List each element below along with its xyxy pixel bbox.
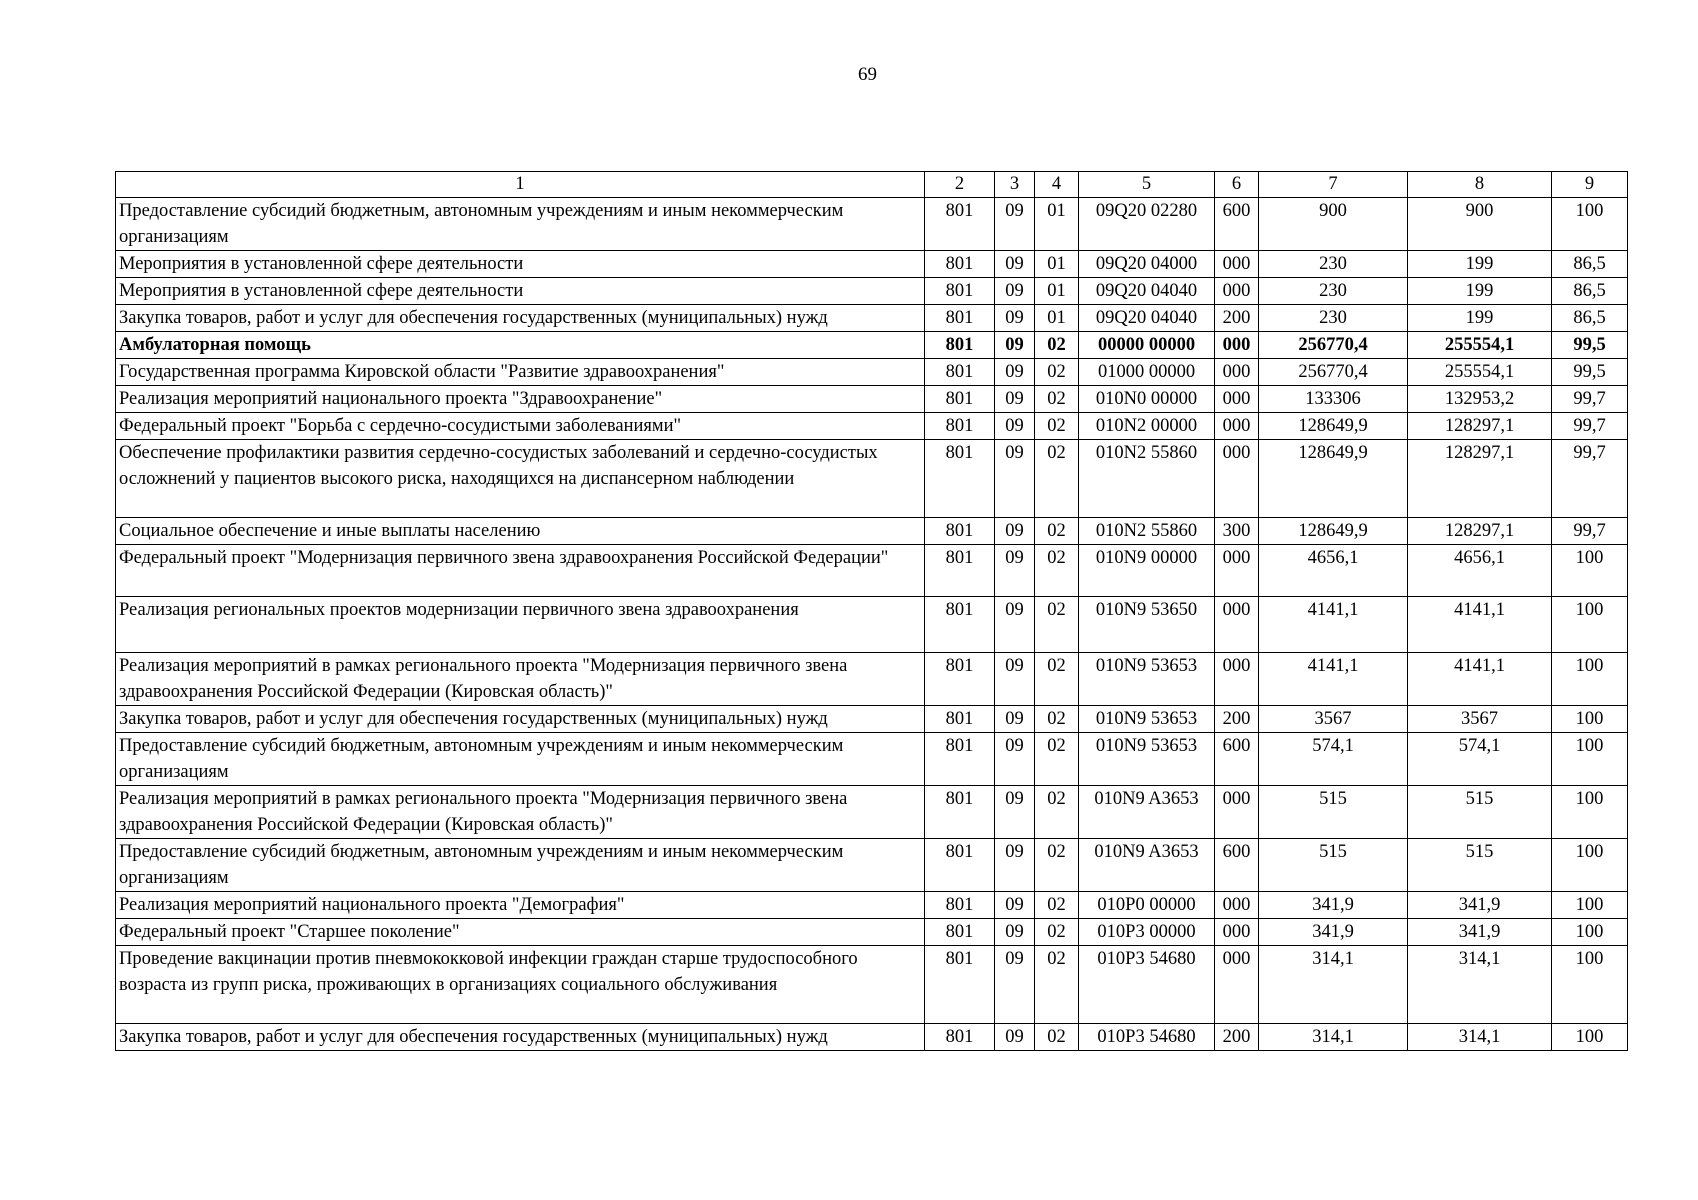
subsection-cell: 02 bbox=[1035, 786, 1079, 839]
planned-amount-cell: 256770,4 bbox=[1259, 359, 1408, 386]
table-row bbox=[116, 946, 1628, 1024]
actual-amount-cell: 199 bbox=[1408, 305, 1552, 332]
expense-type-cell: 200 bbox=[1215, 305, 1259, 332]
column-header: 6 bbox=[1215, 172, 1259, 198]
expense-type-cell: 000 bbox=[1215, 440, 1259, 518]
actual-amount-cell: 199 bbox=[1408, 278, 1552, 305]
code-admin-cell: 801 bbox=[925, 839, 995, 892]
table-row bbox=[116, 919, 1628, 946]
planned-amount-cell: 515 bbox=[1259, 786, 1408, 839]
target-article-cell: 010P3 54680 bbox=[1079, 1024, 1215, 1051]
actual-amount-cell: 314,1 bbox=[1408, 946, 1552, 1024]
expense-type-cell: 000 bbox=[1215, 545, 1259, 597]
actual-amount-cell: 314,1 bbox=[1408, 1024, 1552, 1051]
table-row bbox=[116, 305, 1628, 332]
planned-amount-cell: 900 bbox=[1259, 198, 1408, 251]
subsection-cell: 01 bbox=[1035, 198, 1079, 251]
target-article-cell: 010N9 53650 bbox=[1079, 597, 1215, 653]
table-row bbox=[116, 706, 1628, 733]
target-article-cell: 010P3 54680 bbox=[1079, 946, 1215, 1024]
table-row bbox=[116, 597, 1628, 653]
target-article-cell: 09Q20 04040 bbox=[1079, 305, 1215, 332]
table-row bbox=[116, 653, 1628, 706]
table-row bbox=[116, 1024, 1628, 1051]
planned-amount-cell: 515 bbox=[1259, 839, 1408, 892]
target-article-cell: 010N2 55860 bbox=[1079, 440, 1215, 518]
percent-cell: 100 bbox=[1552, 653, 1628, 706]
expense-type-cell: 000 bbox=[1215, 653, 1259, 706]
actual-amount-cell: 128297,1 bbox=[1408, 440, 1552, 518]
row-name-cell: Мероприятия в установленной сфере деятельности bbox=[116, 278, 925, 305]
table-row bbox=[116, 892, 1628, 919]
row-name-cell: Федеральный проект "Модернизация первичного звена здравоохранения Российской Федерации" bbox=[116, 545, 925, 597]
actual-amount-cell: 255554,1 bbox=[1408, 359, 1552, 386]
planned-amount-cell: 574,1 bbox=[1259, 733, 1408, 786]
actual-amount-cell: 4141,1 bbox=[1408, 597, 1552, 653]
actual-amount-cell: 900 bbox=[1408, 198, 1552, 251]
target-article-cell: 010N2 00000 bbox=[1079, 413, 1215, 440]
percent-cell: 100 bbox=[1552, 786, 1628, 839]
row-name-cell: Реализация мероприятий национального проекта "Здравоохранение" bbox=[116, 386, 925, 413]
subsection-cell: 02 bbox=[1035, 332, 1079, 359]
subsection-cell: 02 bbox=[1035, 946, 1079, 1024]
column-header: 3 bbox=[995, 172, 1035, 198]
code-admin-cell: 801 bbox=[925, 198, 995, 251]
row-name-cell: Социальное обеспечение и иные выплаты населению bbox=[116, 518, 925, 545]
expense-type-cell: 000 bbox=[1215, 946, 1259, 1024]
row-name-cell: Федеральный проект "Старшее поколение" bbox=[116, 919, 925, 946]
section-cell: 09 bbox=[995, 1024, 1035, 1051]
target-article-cell: 010N9 53653 bbox=[1079, 706, 1215, 733]
section-cell: 09 bbox=[995, 332, 1035, 359]
target-article-cell: 010N2 55860 bbox=[1079, 518, 1215, 545]
row-name-cell: Государственная программа Кировской области "Развитие здравоохранения" bbox=[116, 359, 925, 386]
planned-amount-cell: 341,9 bbox=[1259, 892, 1408, 919]
table-row bbox=[116, 786, 1628, 839]
table-row bbox=[116, 518, 1628, 545]
planned-amount-cell: 314,1 bbox=[1259, 1024, 1408, 1051]
column-header: 8 bbox=[1408, 172, 1552, 198]
expense-type-cell: 200 bbox=[1215, 706, 1259, 733]
code-admin-cell: 801 bbox=[925, 251, 995, 278]
expense-type-cell: 000 bbox=[1215, 359, 1259, 386]
row-name-cell: Предоставление субсидий бюджетным, автономным учреждениям и иным некоммерческим организациям bbox=[116, 839, 925, 892]
column-header: 1 bbox=[116, 172, 925, 198]
section-cell: 09 bbox=[995, 786, 1035, 839]
percent-cell: 100 bbox=[1552, 545, 1628, 597]
percent-cell: 100 bbox=[1552, 706, 1628, 733]
code-admin-cell: 801 bbox=[925, 305, 995, 332]
table-row bbox=[116, 440, 1628, 518]
target-article-cell: 010P0 00000 bbox=[1079, 892, 1215, 919]
expense-type-cell: 600 bbox=[1215, 198, 1259, 251]
row-name-cell: Предоставление субсидий бюджетным, автономным учреждениям и иным некоммерческим организациям bbox=[116, 733, 925, 786]
percent-cell: 100 bbox=[1552, 597, 1628, 653]
code-admin-cell: 801 bbox=[925, 919, 995, 946]
actual-amount-cell: 4656,1 bbox=[1408, 545, 1552, 597]
subsection-cell: 02 bbox=[1035, 919, 1079, 946]
expense-type-cell: 200 bbox=[1215, 1024, 1259, 1051]
column-header: 9 bbox=[1552, 172, 1628, 198]
section-cell: 09 bbox=[995, 278, 1035, 305]
row-name-cell: Реализация региональных проектов модернизации первичного звена здравоохранения bbox=[116, 597, 925, 653]
code-admin-cell: 801 bbox=[925, 597, 995, 653]
target-article-cell: 010P3 00000 bbox=[1079, 919, 1215, 946]
column-header: 7 bbox=[1259, 172, 1408, 198]
row-name-cell: Проведение вакцинации против пневмококковой инфекции граждан старше трудоспособного возраста из групп риска, проживающих в организациях социального обслуживания bbox=[116, 946, 925, 1024]
actual-amount-cell: 341,9 bbox=[1408, 892, 1552, 919]
code-admin-cell: 801 bbox=[925, 706, 995, 733]
section-cell: 09 bbox=[995, 892, 1035, 919]
code-admin-cell: 801 bbox=[925, 386, 995, 413]
subsection-cell: 02 bbox=[1035, 386, 1079, 413]
row-name-cell: Федеральный проект "Борьба с сердечно-сосудистыми заболеваниями" bbox=[116, 413, 925, 440]
target-article-cell: 09Q20 04000 bbox=[1079, 251, 1215, 278]
row-name-cell: Закупка товаров, работ и услуг для обеспечения государственных (муниципальных) нужд bbox=[116, 1024, 925, 1051]
actual-amount-cell: 199 bbox=[1408, 251, 1552, 278]
planned-amount-cell: 4141,1 bbox=[1259, 597, 1408, 653]
code-admin-cell: 801 bbox=[925, 946, 995, 1024]
percent-cell: 100 bbox=[1552, 919, 1628, 946]
expense-type-cell: 600 bbox=[1215, 733, 1259, 786]
expense-type-cell: 000 bbox=[1215, 597, 1259, 653]
budget-table bbox=[115, 171, 1628, 1051]
table-header-row bbox=[116, 172, 1628, 198]
row-name-cell: Закупка товаров, работ и услуг для обеспечения государственных (муниципальных) нужд bbox=[116, 706, 925, 733]
percent-cell: 99,7 bbox=[1552, 386, 1628, 413]
table-row bbox=[116, 413, 1628, 440]
section-cell: 09 bbox=[995, 946, 1035, 1024]
percent-cell: 99,7 bbox=[1552, 518, 1628, 545]
planned-amount-cell: 314,1 bbox=[1259, 946, 1408, 1024]
target-article-cell: 010N9 A3653 bbox=[1079, 839, 1215, 892]
planned-amount-cell: 230 bbox=[1259, 278, 1408, 305]
expense-type-cell: 000 bbox=[1215, 278, 1259, 305]
table-row bbox=[116, 733, 1628, 786]
section-cell: 09 bbox=[995, 359, 1035, 386]
percent-cell: 100 bbox=[1552, 1024, 1628, 1051]
section-cell: 09 bbox=[995, 706, 1035, 733]
planned-amount-cell: 230 bbox=[1259, 251, 1408, 278]
target-article-cell: 01000 00000 bbox=[1079, 359, 1215, 386]
percent-cell: 100 bbox=[1552, 198, 1628, 251]
percent-cell: 99,5 bbox=[1552, 359, 1628, 386]
subsection-cell: 02 bbox=[1035, 597, 1079, 653]
actual-amount-cell: 3567 bbox=[1408, 706, 1552, 733]
section-cell: 09 bbox=[995, 597, 1035, 653]
planned-amount-cell: 256770,4 bbox=[1259, 332, 1408, 359]
column-header: 5 bbox=[1079, 172, 1215, 198]
code-admin-cell: 801 bbox=[925, 518, 995, 545]
code-admin-cell: 801 bbox=[925, 892, 995, 919]
target-article-cell: 010N9 53653 bbox=[1079, 653, 1215, 706]
actual-amount-cell: 132953,2 bbox=[1408, 386, 1552, 413]
section-cell: 09 bbox=[995, 386, 1035, 413]
section-cell: 09 bbox=[995, 653, 1035, 706]
percent-cell: 99,7 bbox=[1552, 413, 1628, 440]
table-row bbox=[116, 278, 1628, 305]
subsection-cell: 02 bbox=[1035, 892, 1079, 919]
section-cell: 09 bbox=[995, 305, 1035, 332]
section-cell: 09 bbox=[995, 413, 1035, 440]
subsection-cell: 02 bbox=[1035, 440, 1079, 518]
subsection-cell: 01 bbox=[1035, 278, 1079, 305]
code-admin-cell: 801 bbox=[925, 653, 995, 706]
target-article-cell: 00000 00000 bbox=[1079, 332, 1215, 359]
planned-amount-cell: 128649,9 bbox=[1259, 518, 1408, 545]
planned-amount-cell: 4656,1 bbox=[1259, 545, 1408, 597]
planned-amount-cell: 133306 bbox=[1259, 386, 1408, 413]
code-admin-cell: 801 bbox=[925, 413, 995, 440]
subsection-cell: 02 bbox=[1035, 733, 1079, 786]
expense-type-cell: 000 bbox=[1215, 413, 1259, 440]
planned-amount-cell: 4141,1 bbox=[1259, 653, 1408, 706]
row-name-cell: Мероприятия в установленной сфере деятельности bbox=[116, 251, 925, 278]
target-article-cell: 010N0 00000 bbox=[1079, 386, 1215, 413]
table-body bbox=[116, 198, 1628, 1051]
section-cell: 09 bbox=[995, 733, 1035, 786]
code-admin-cell: 801 bbox=[925, 278, 995, 305]
subsection-cell: 02 bbox=[1035, 653, 1079, 706]
column-header: 2 bbox=[925, 172, 995, 198]
target-article-cell: 010N9 00000 bbox=[1079, 545, 1215, 597]
subsection-cell: 02 bbox=[1035, 1024, 1079, 1051]
code-admin-cell: 801 bbox=[925, 440, 995, 518]
expense-type-cell: 000 bbox=[1215, 386, 1259, 413]
planned-amount-cell: 128649,9 bbox=[1259, 413, 1408, 440]
target-article-cell: 010N9 A3653 bbox=[1079, 786, 1215, 839]
expense-type-cell: 000 bbox=[1215, 332, 1259, 359]
actual-amount-cell: 128297,1 bbox=[1408, 413, 1552, 440]
percent-cell: 100 bbox=[1552, 946, 1628, 1024]
actual-amount-cell: 128297,1 bbox=[1408, 518, 1552, 545]
subsection-cell: 02 bbox=[1035, 413, 1079, 440]
row-name-cell: Реализация мероприятий в рамках регионального проекта "Модернизация первичного звена здравоохранения Российской Федерации (Кировская область)" bbox=[116, 786, 925, 839]
planned-amount-cell: 341,9 bbox=[1259, 919, 1408, 946]
row-name-cell: Амбулаторная помощь bbox=[116, 332, 925, 359]
subsection-cell: 01 bbox=[1035, 251, 1079, 278]
expense-type-cell: 600 bbox=[1215, 839, 1259, 892]
percent-cell: 100 bbox=[1552, 839, 1628, 892]
percent-cell: 100 bbox=[1552, 892, 1628, 919]
page-number: 69 bbox=[858, 64, 877, 85]
percent-cell: 100 bbox=[1552, 733, 1628, 786]
code-admin-cell: 801 bbox=[925, 786, 995, 839]
expense-type-cell: 300 bbox=[1215, 518, 1259, 545]
row-name-cell: Реализация мероприятий национального проекта "Демография" bbox=[116, 892, 925, 919]
code-admin-cell: 801 bbox=[925, 545, 995, 597]
row-name-cell: Закупка товаров, работ и услуг для обеспечения государственных (муниципальных) нужд bbox=[116, 305, 925, 332]
section-cell: 09 bbox=[995, 251, 1035, 278]
percent-cell: 86,5 bbox=[1552, 278, 1628, 305]
subsection-cell: 02 bbox=[1035, 839, 1079, 892]
table-row bbox=[116, 545, 1628, 597]
expense-type-cell: 000 bbox=[1215, 892, 1259, 919]
section-cell: 09 bbox=[995, 518, 1035, 545]
table-row bbox=[116, 251, 1628, 278]
code-admin-cell: 801 bbox=[925, 359, 995, 386]
section-cell: 09 bbox=[995, 198, 1035, 251]
subsection-cell: 02 bbox=[1035, 706, 1079, 733]
subsection-cell: 02 bbox=[1035, 359, 1079, 386]
code-admin-cell: 801 bbox=[925, 332, 995, 359]
target-article-cell: 09Q20 04040 bbox=[1079, 278, 1215, 305]
row-name-cell: Обеспечение профилактики развития сердечно-сосудистых заболеваний и сердечно-сосудистых осложнений у пациентов высокого риска, находящихся на диспансерном наблюдении bbox=[116, 440, 925, 518]
table-row bbox=[116, 359, 1628, 386]
actual-amount-cell: 255554,1 bbox=[1408, 332, 1552, 359]
row-name-cell: Реализация мероприятий в рамках регионального проекта "Модернизация первичного звена здравоохранения Российской Федерации (Кировская область)" bbox=[116, 653, 925, 706]
section-cell: 09 bbox=[995, 440, 1035, 518]
actual-amount-cell: 515 bbox=[1408, 786, 1552, 839]
section-cell: 09 bbox=[995, 545, 1035, 597]
planned-amount-cell: 230 bbox=[1259, 305, 1408, 332]
actual-amount-cell: 515 bbox=[1408, 839, 1552, 892]
target-article-cell: 010N9 53653 bbox=[1079, 733, 1215, 786]
section-cell: 09 bbox=[995, 839, 1035, 892]
section-cell: 09 bbox=[995, 919, 1035, 946]
expense-type-cell: 000 bbox=[1215, 786, 1259, 839]
expense-type-cell: 000 bbox=[1215, 919, 1259, 946]
subsection-cell: 01 bbox=[1035, 305, 1079, 332]
planned-amount-cell: 3567 bbox=[1259, 706, 1408, 733]
table-row bbox=[116, 839, 1628, 892]
percent-cell: 86,5 bbox=[1552, 305, 1628, 332]
expense-type-cell: 000 bbox=[1215, 251, 1259, 278]
percent-cell: 86,5 bbox=[1552, 251, 1628, 278]
row-name-cell: Предоставление субсидий бюджетным, автономным учреждениям и иным некоммерческим организациям bbox=[116, 198, 925, 251]
percent-cell: 99,5 bbox=[1552, 332, 1628, 359]
code-admin-cell: 801 bbox=[925, 1024, 995, 1051]
subsection-cell: 02 bbox=[1035, 545, 1079, 597]
target-article-cell: 09Q20 02280 bbox=[1079, 198, 1215, 251]
actual-amount-cell: 574,1 bbox=[1408, 733, 1552, 786]
column-header: 4 bbox=[1035, 172, 1079, 198]
code-admin-cell: 801 bbox=[925, 733, 995, 786]
actual-amount-cell: 4141,1 bbox=[1408, 653, 1552, 706]
subsection-cell: 02 bbox=[1035, 518, 1079, 545]
percent-cell: 99,7 bbox=[1552, 440, 1628, 518]
actual-amount-cell: 341,9 bbox=[1408, 919, 1552, 946]
table-row bbox=[116, 332, 1628, 359]
table-row bbox=[116, 386, 1628, 413]
planned-amount-cell: 128649,9 bbox=[1259, 440, 1408, 518]
table-row bbox=[116, 198, 1628, 251]
